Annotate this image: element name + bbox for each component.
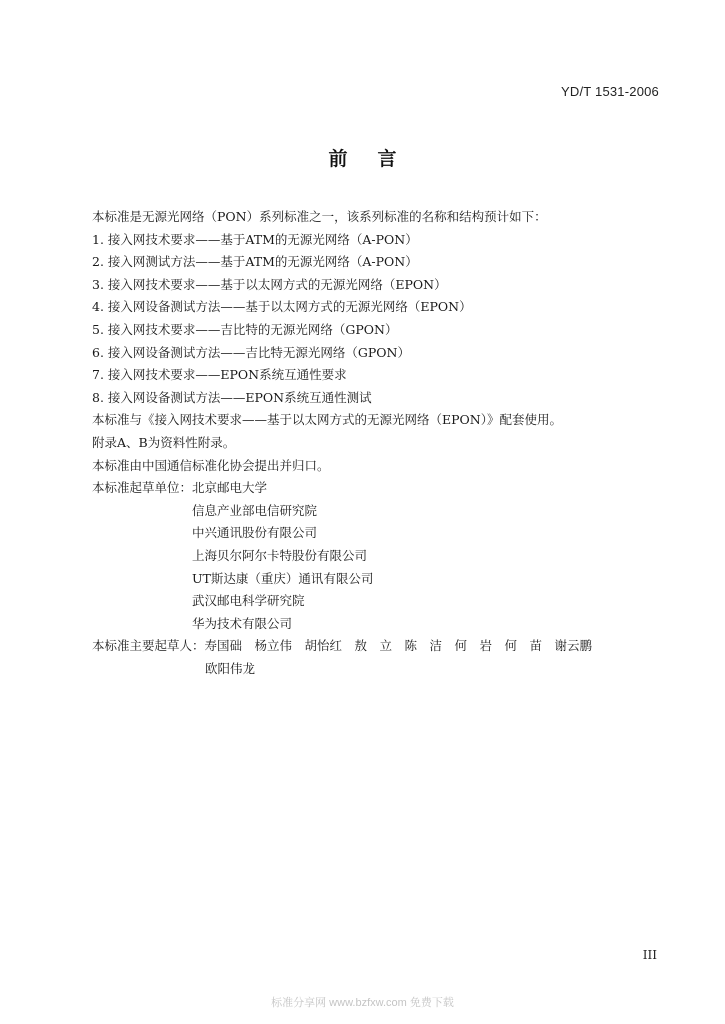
- drafters: [92, 635, 665, 680]
- drafting-units-label: 本标准起草单位：: [92, 480, 193, 496]
- drafting-units: [92, 477, 665, 635]
- drafting-unit: 信息产业部电信研究院: [192, 502, 318, 518]
- foreword-body: [92, 206, 665, 680]
- series-item: 8. 接入网设备测试方法——EPON系统互通性测试: [92, 389, 372, 405]
- standard-code: YD/T 1531-2006: [561, 84, 659, 99]
- appendix-paragraph: 附录A、B为资料性附录。: [92, 434, 236, 450]
- intro-paragraph: 本标准是无源光网络（PON）系列标准之一，该系列标准的名称和结构预计如下：: [92, 209, 547, 224]
- series-list: [92, 229, 665, 410]
- drafters-names-continued: 欧阳伟龙: [205, 660, 256, 676]
- series-item: 7. 接入网技术要求——EPON系统互通性要求: [92, 367, 347, 383]
- proposer-paragraph: 本标准由中国通信标准化协会提出并归口。: [92, 457, 330, 473]
- companion-standard-paragraph: 本标准与《接入网技术要求——基于以太网方式的无源光网络（EPON）》配套使用。: [92, 412, 562, 428]
- series-item: 3. 接入网技术要求——基于以太网方式的无源光网络（EPON）: [92, 276, 447, 292]
- page-number: III: [642, 948, 657, 962]
- series-item: 6. 接入网设备测试方法——吉比特无源光网络（GPON）: [92, 344, 410, 360]
- watermark: 标准分享网 www.bzfxw.com 免费下载: [271, 997, 454, 1009]
- series-item: 2. 接入网测试方法——基于ATM的无源光网络（A-PON）: [92, 254, 418, 270]
- drafting-units-first-row: [92, 477, 665, 500]
- drafting-unit: 上海贝尔阿尔卡特股份有限公司: [192, 547, 368, 563]
- series-item: 1. 接入网技术要求——基于ATM的无源光网络（A-PON）: [92, 231, 418, 247]
- drafters-first-row: [92, 635, 665, 658]
- series-item: 4. 接入网设备测试方法——基于以太网方式的无源光网络（EPON）: [92, 299, 472, 315]
- drafting-unit: 中兴通讯股份有限公司: [192, 525, 318, 541]
- drafters-label: 本标准主要起草人：: [92, 638, 205, 654]
- drafting-unit: 武汉邮电科学研究院: [192, 593, 305, 609]
- page-title: 前言: [328, 148, 427, 170]
- drafting-unit: 北京邮电大学: [192, 480, 268, 496]
- drafting-unit: UT斯达康（重庆）通讯有限公司: [192, 570, 374, 586]
- series-item: 5. 接入网技术要求——吉比特的无源光网络（GPON）: [92, 321, 398, 337]
- drafting-unit: 华为技术有限公司: [192, 615, 293, 631]
- drafters-names: 寿国础 杨立伟 胡怡红 敖 立 陈 洁 何 岩 何 苗 谢云鹏: [204, 638, 593, 654]
